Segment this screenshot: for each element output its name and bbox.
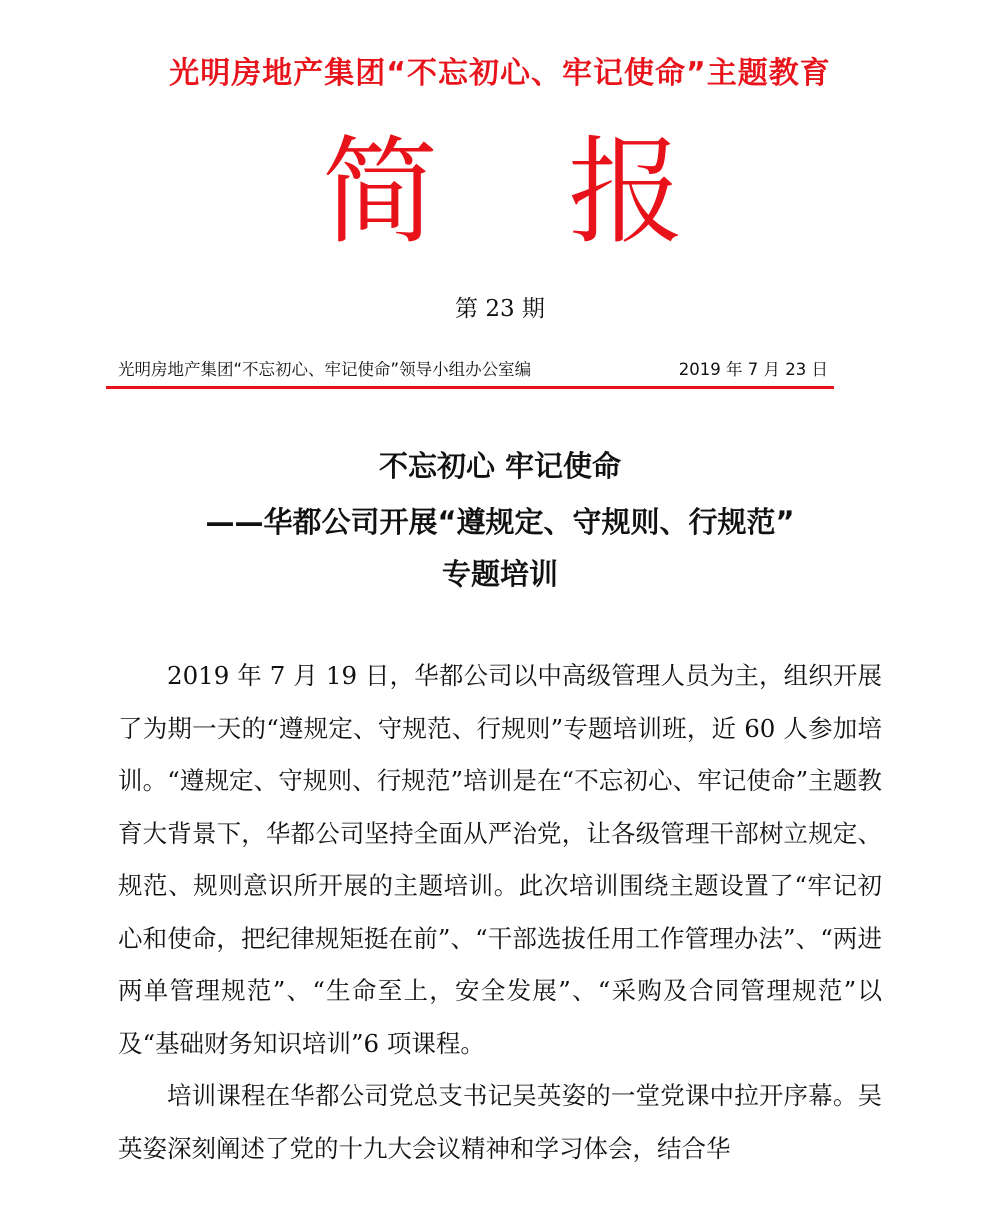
article-body: [118, 650, 882, 1175]
bulletin-title-char-2: 报: [568, 125, 684, 260]
paragraph-2: 培训课程在华都公司党总支书记吴英姿的一堂党课中拉开序幕。吴英姿深刻阐述了党的十九大会议精神和学习体会，结合华: [118, 1081, 882, 1163]
bulletin-title-char-1: 简: [322, 125, 438, 260]
headline-line-2: ——华都公司开展“遵规定、守规则、行规范”: [205, 505, 795, 539]
paragraph-1: 2019 年 7 月 19 日，华都公司以中高级管理人员为主，组织开展了为期一天的“遵规定、守规范、行规则”专题培训班，近 60 人参加培训。“遵规定、守规则、行规范”培训是在“不忘初心、牢记使命”主题教育大背景下，华都公司坚持全面从严治党，让各级管理干部树立规定、规范、规则意识所开展的主题培训。此次培训围绕主题设置了“牢记初心和使命，把纪律规矩挺在前”、“干部选拔任用工作管理办法”、“两进两单管理规范”、“生命至上，安全发展”、“采购及合同管理规范”以及“基础财务知识培训”6 项课程。: [118, 661, 882, 1058]
red-divider: [106, 386, 834, 389]
issue-date: 2019 年 7 月 23 日: [678, 360, 828, 379]
issuer: 光明房地产集团“不忘初心、牢记使命”领导小组办公室编: [118, 360, 532, 379]
headline-line-1: 不忘初心 牢记使命: [378, 449, 622, 483]
issuer-line: [118, 356, 830, 380]
bulletin-title: [0, 125, 1000, 260]
headline-line-3: 专题培训: [441, 557, 558, 591]
issue-number: 第 23 期: [455, 296, 545, 322]
org-title: 光明房地产集团“不忘初心、牢记使命”主题教育: [169, 56, 831, 91]
